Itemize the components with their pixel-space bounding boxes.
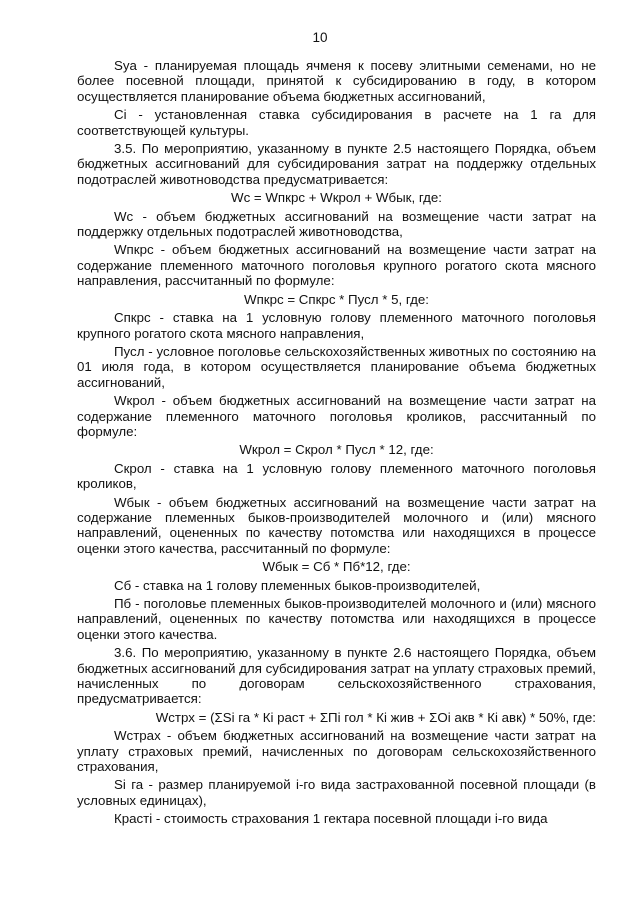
definition-pusl: Пусл - условное поголовье сельскохозяйственных животных по состоянию на 01 июля года, в котором осуществляется планирование объема бюджетных ассигнований, [77, 343, 596, 390]
definition-wpkrs: Wпкрс - объем бюджетных ассигнований на возмещение части затрат на содержание племенного маточного поголовья крупного рогатого скота мясного направления, рассчитанный по формуле: [77, 242, 596, 289]
definition-krast: Красті - стоимость страхования 1 гектара посевной площади i-го вида [114, 811, 548, 827]
formula-wpkrs: Wпкрс = Спкрс * Пусл * 5, где: [244, 291, 429, 307]
definition-sya: Sya - планируемая площадь ячменя к посеву элитными семенами, но не более посевной площади, принятой к субсидированию в году, в котором осуществляется планирование объема бюджетных ассигнований, [77, 58, 596, 104]
definition-ci: Ci - установленная ставка субсидирования в расчете на 1 га для соответствующей культуры. [77, 107, 596, 138]
definition-si-ga: Si га - размер планируемой i-го вида застрахованной посевной площади (в условных единицах), [77, 777, 596, 808]
definition-wkrol: Wкрол - объем бюджетных ассигнований на возмещение части затрат на содержание племенного маточного поголовья кроликов, рассчитанный по формуле: [77, 393, 596, 439]
formula-wkrol: Wкрол = Скрол * Пусл * 12, где: [239, 442, 434, 458]
definition-skrol: Скрол - ставка на 1 условную голову племенного маточного поголовья кроликов, [77, 460, 596, 492]
document-body [77, 58, 596, 830]
page-number: 10 [312, 30, 328, 45]
formula-wstrakh: Wстрх = (ΣSi га * Кi раст + ΣПi гол * Кi жив + ΣОi акв * Кi авк) * 50%, где: [155, 709, 596, 725]
definition-sb: Сб - ставка на 1 голову племенных быков-производителей, [114, 577, 481, 593]
definition-wstrakh: Wстрах - объем бюджетных ассигнований на возмещение части затрат на уплату страховых премий, начисленных по договорам сельскохозяйственного страхования, [77, 728, 596, 775]
formula-wbyk: Wбык = Сб * Пб*12, где: [262, 559, 411, 575]
definition-wbyk: Wбык - объем бюджетных ассигнований на возмещение части затрат на содержание племенных быков-производителей молочного и (или) мясного направлений, оцененных по качеству потомства или находящихся в процессе оценки этого качества, рассчитанный по формуле: [77, 494, 596, 556]
clause-3-5: 3.5. По мероприятию, указанному в пункте 2.5 настоящего Порядка, объем бюджетных ассигнований для субсидирования затрат на поддержку отдельных подотраслей животноводства предусматривается: [77, 141, 596, 187]
definition-spkrs: Спкрс - ставка на 1 условную голову племенного маточного поголовья крупного рогатого скота мясного направления, [77, 310, 596, 341]
formula-wc: Wc = Wпкрс + Wкрол + Wбык, где: [231, 190, 442, 206]
clause-3-6: 3.6. По мероприятию, указанному в пункте 2.6 настоящего Порядка, объем бюджетных ассигнований для субсидирования затрат на уплату страховых премий, начисленных по договорам сельскохозяйственного страхования, предусматривается: [77, 645, 596, 707]
definition-wc: Wc - объем бюджетных ассигнований на возмещение части затрат на поддержку отдельных подотраслей животноводства, [77, 208, 596, 240]
definition-pb: Пб - поголовье племенных быков-производителей молочного и (или) мясного направлений, оцененных по качеству потомства или находящихся в процессе оценки этого качества. [77, 596, 596, 642]
